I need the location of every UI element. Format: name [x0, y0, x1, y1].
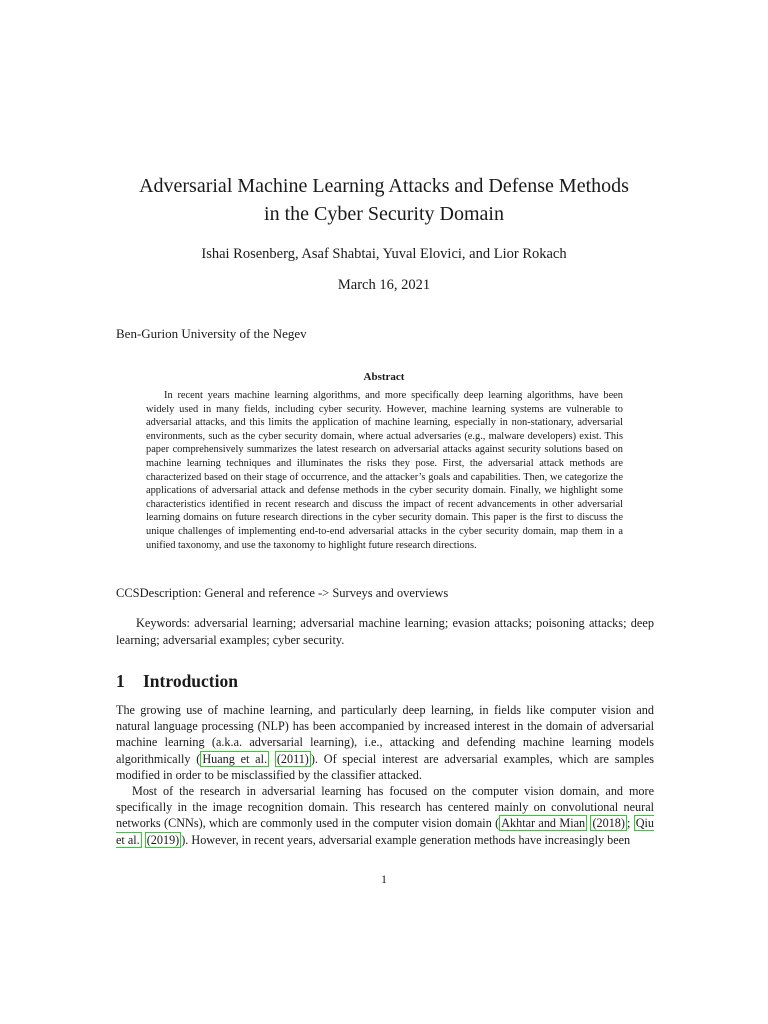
introduction-body [116, 702, 654, 848]
paper-title-line-1: Adversarial Machine Learning Attacks and Defense Methods [139, 175, 629, 197]
citation-link-huang-author[interactable]: Huang et al. [202, 751, 268, 766]
intro-p1-text-after: ). Of special interest are adversarial examples, which are samples modified in order to be misclassified by the classifier attacked. [116, 751, 654, 782]
citation-link-akhtar-author[interactable]: Akhtar and Mian [501, 816, 586, 831]
author-list: Ishai Rosenberg, Asaf Shabtai, Yuval Elovici, and Lior Rokach [201, 246, 567, 262]
page-number: 1 [381, 872, 387, 886]
citation-link-qiu-author[interactable]: Qiu et al. [116, 816, 654, 847]
section-number: 1 [116, 671, 125, 691]
citation-link-akhtar-year[interactable]: (2018) [592, 816, 625, 831]
citation-separator: ; [626, 816, 634, 831]
citation-link-qiu-year[interactable]: (2019) [146, 832, 180, 847]
intro-p2-text-after: ). However, in recent years, adversarial example generation methods have increasingly been [181, 832, 631, 847]
intro-paragraph-2 [116, 783, 654, 848]
section-heading-introduction [116, 670, 238, 692]
keywords: Keywords: adversarial learning; adversarial machine learning; evasion attacks; poisoning attacks; deep learning; adversarial examples; cyber security. [116, 616, 654, 647]
intro-paragraph-1 [116, 702, 654, 783]
citation-link-huang-year[interactable]: (2011) [276, 751, 309, 766]
abstract-heading: Abstract [363, 371, 405, 383]
paper-title [0, 172, 768, 228]
intro-p1-text-before: The growing use of machine learning, and particularly deep learning, in fields like computer vision and natural language processing (NLP) has been accompanied by increased interest in the domain of adversarial machine learning (a.k.a. adversarial learning), i.e., attacking and defending machine learning models algorithmically ( [116, 703, 654, 766]
abstract-text: In recent years machine learning algorithms, and more specifically deep learning algorithms, have been widely used in many fields, including cyber security. However, machine learning systems are vulnerable to adversarial attacks, and this limits the application of machine learning, especially in non-stationary, adversarial environments, such as the cyber security domain, where actual adversaries (e.g., malware developers) exist. This paper comprehensively summarizes the latest research on adversarial attacks against security solutions based on machine learning techniques and illuminates the risks they pose. First, the adversarial attack methods are characterized based on their stage of occurrence, and the attacker’s goals and capabilities. Then, we categorize the applications of adversarial attack and defense methods in the cyber security domain. Finally, we highlight some characteristics identified in recent research and discuss the impact of recent advancements in other adversarial learning domains on future research directions in the cyber security domain. This paper is the first to discuss the unique challenges of implementing end-to-end adversarial attacks in the cyber security domain, map them in a unified taxonomy, and use the taxonomy to highlight future research directions. [146, 390, 623, 551]
affiliation: Ben-Gurion University of the Negev [116, 326, 307, 341]
publication-date: March 16, 2021 [337, 277, 431, 293]
ccs-description: CCSDescription: General and reference -> Surveys and overviews [116, 586, 449, 600]
paper-title-line-2: in the Cyber Security Domain [264, 203, 504, 225]
intro-p2-text-before: Most of the research in adversarial learning has focused on the computer vision domain, and more specifically in the image recognition domain. This research has centered mainly on convolutional neural networks (CNNs), which are commonly used in the computer vision domain ( [116, 784, 654, 831]
section-title: Introduction [143, 671, 238, 691]
